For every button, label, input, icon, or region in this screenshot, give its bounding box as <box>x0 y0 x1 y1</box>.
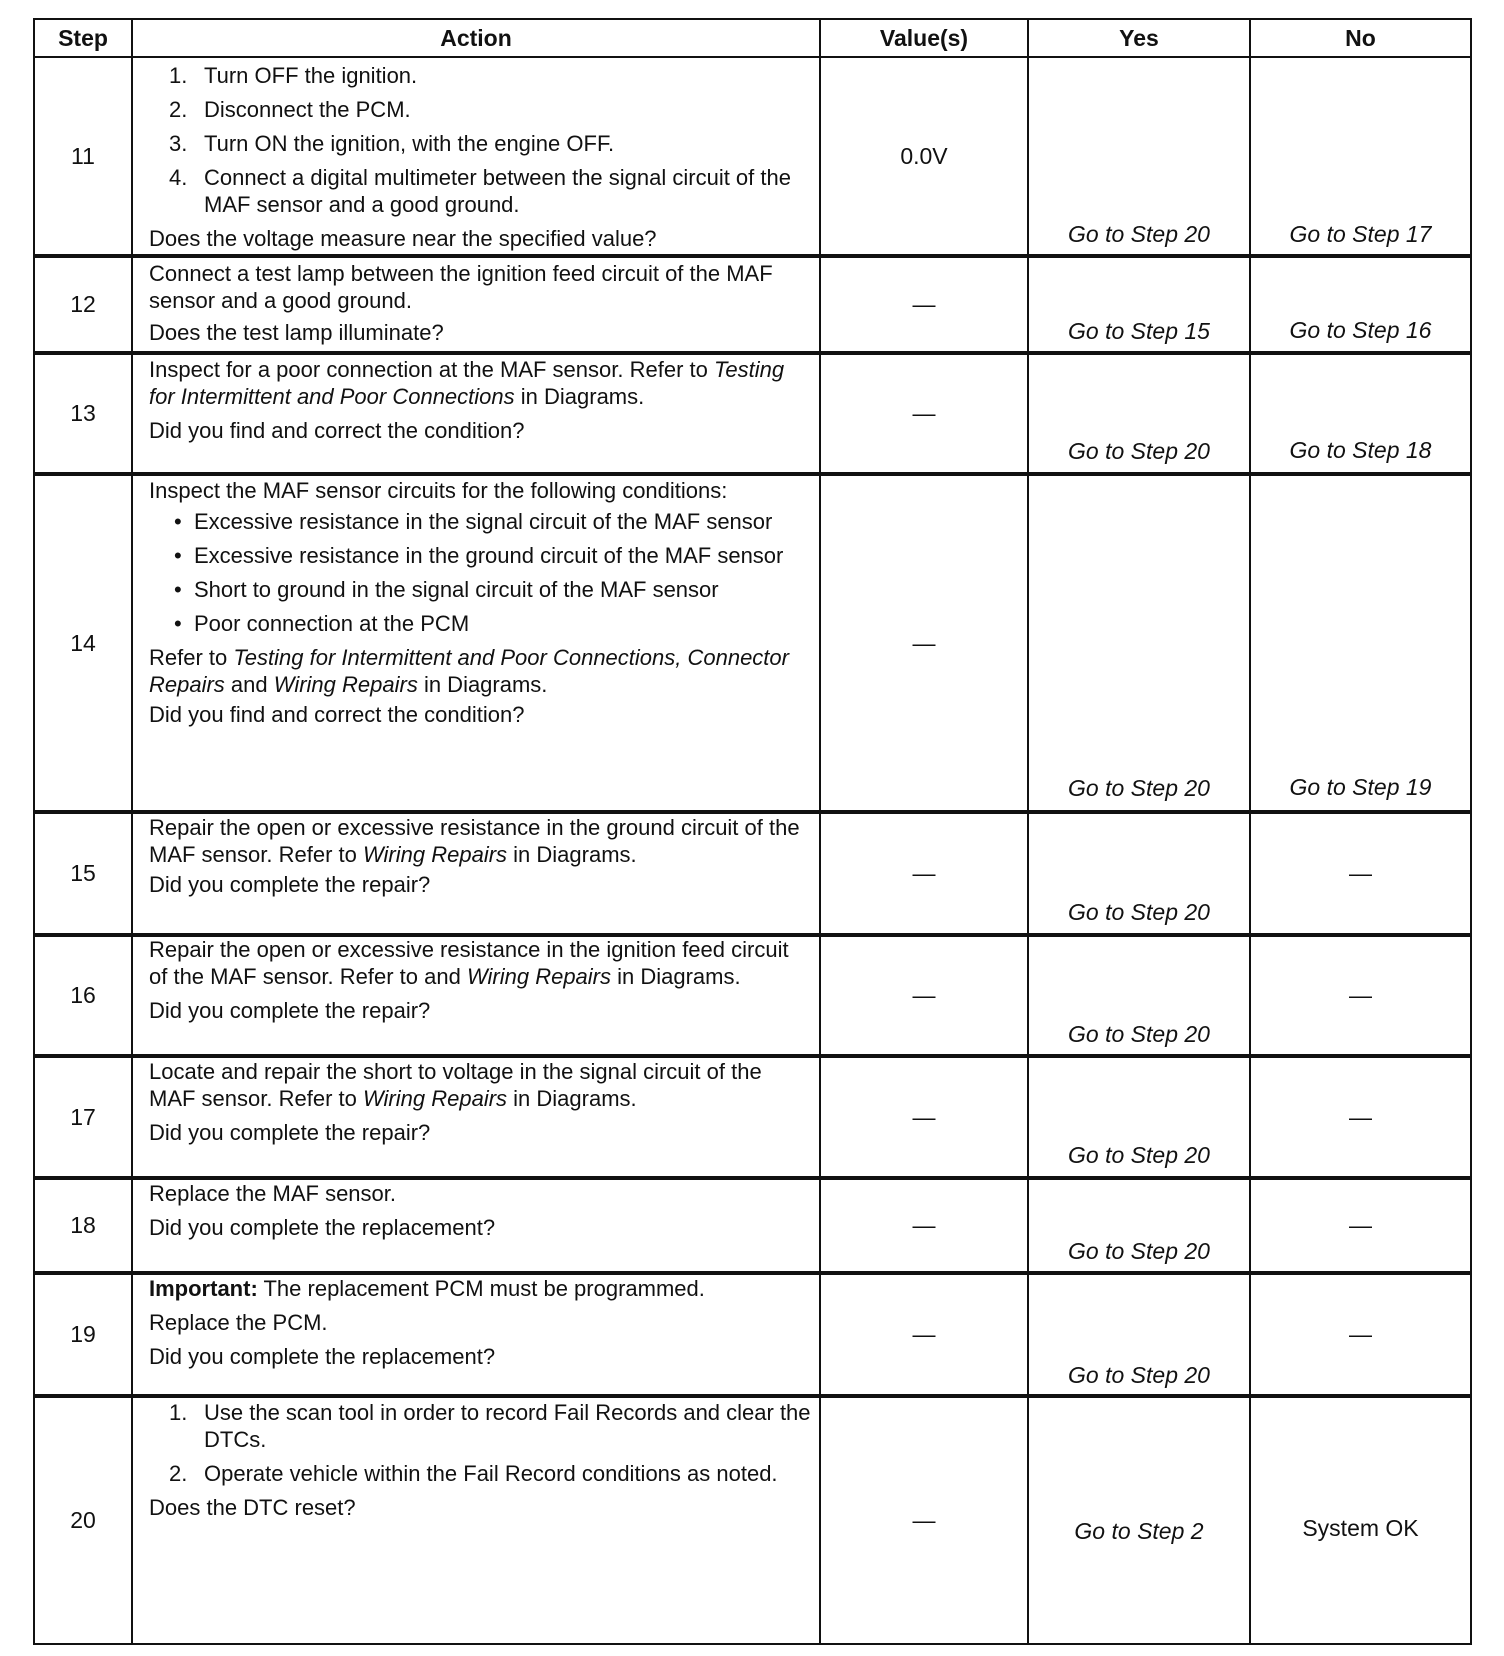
value-cell: 0.0V <box>900 142 948 169</box>
action-question: Did you find and correct the condition? <box>149 418 525 443</box>
action-question: Did you find and correct the condition? <box>149 702 525 727</box>
condition-list <box>149 508 813 637</box>
important-note: Important: The replacement PCM must be programmed. <box>149 1276 705 1301</box>
no-cell: — <box>1349 1103 1372 1130</box>
yes-cell: Go to Step 2 <box>1074 1518 1204 1544</box>
no-cell: Go to Step 16 <box>1289 317 1432 343</box>
list-item: • Poor connection at the PCM <box>149 610 813 637</box>
no-cell: — <box>1349 982 1372 1008</box>
action-text: Replace the MAF sensor. <box>149 1181 397 1206</box>
list-item: 2. Operate vehicle within the Fail Record conditions as noted. <box>169 1461 778 1486</box>
yes-cell: Go to Step 20 <box>1068 775 1210 801</box>
yes-cell: Go to Step 20 <box>1068 221 1210 247</box>
action-cell <box>149 260 813 346</box>
action-question: Did you complete the repair? <box>149 1120 431 1145</box>
action-question: Did you complete the replacement? <box>149 1215 496 1240</box>
header-action: Action <box>440 24 512 51</box>
list-item: 1. Turn OFF the ignition. <box>169 63 418 88</box>
header-values: Value(s) <box>879 24 969 51</box>
list-item: 3. Turn ON the ignition, with the engine OFF. <box>169 131 615 156</box>
header-no: No <box>1345 24 1376 51</box>
action-text: Refer to Testing for Intermittent and Poor Connections, Connector Repairs and Wiring Repairs in Diagrams. <box>149 645 789 697</box>
step-number: 13 <box>70 400 96 426</box>
list-item: • Excessive resistance in the ground circuit of the MAF sensor <box>149 542 813 569</box>
no-cell: Go to Step 17 <box>1289 221 1432 247</box>
yes-cell: Go to Step 20 <box>1068 1142 1210 1168</box>
no-cell: System OK <box>1302 1515 1419 1541</box>
action-text: Locate and repair the short to voltage in the signal circuit of the MAF sensor. Refer to Wiring Repairs in Diagrams. <box>149 1059 762 1111</box>
yes-cell: Go to Step 15 <box>1068 318 1210 344</box>
yes-cell: Go to Step 20 <box>1068 1238 1210 1264</box>
list-item: 1. Use the scan tool in order to record Fail Records and clear the DTCs. <box>169 1400 811 1452</box>
action-question: Did you complete the repair? <box>149 998 431 1023</box>
value-cell: — <box>912 860 936 886</box>
no-cell: Go to Step 18 <box>1289 437 1432 463</box>
no-cell: — <box>1349 1212 1372 1238</box>
yes-cell: Go to Step 20 <box>1068 438 1210 464</box>
action-cell <box>149 1275 813 1370</box>
action-cell <box>149 1058 813 1146</box>
action-question: Does the test lamp illuminate? <box>149 320 444 345</box>
action-cell <box>149 477 813 728</box>
step-number: 20 <box>70 1507 96 1533</box>
action-question: Did you complete the replacement? <box>149 1344 496 1369</box>
action-text: Repair the open or excessive resistance in the ground circuit of the MAF sensor. Refer to Wiring Repairs in Diagrams. <box>149 815 800 867</box>
value-cell: — <box>912 400 936 426</box>
action-cell <box>149 1399 813 1521</box>
header-yes: Yes <box>1119 24 1159 51</box>
list-item: • Excessive resistance in the signal circuit of the MAF sensor <box>149 508 813 535</box>
action-text: Inspect the MAF sensor circuits for the following conditions: <box>149 478 728 503</box>
value-cell: — <box>912 1103 936 1130</box>
step-number: 15 <box>70 860 96 886</box>
step-number: 12 <box>70 291 96 317</box>
action-cell <box>149 1180 813 1241</box>
step-number: 19 <box>70 1321 96 1347</box>
action-question: Does the voltage measure near the specified value? <box>149 226 657 251</box>
yes-cell: Go to Step 20 <box>1068 1021 1210 1047</box>
yes-cell: Go to Step 20 <box>1068 1362 1210 1388</box>
action-text: Repair the open or excessive resistance in the ignition feed circuit of the MAF sensor. Refer to and Wiring Repairs in Diagrams. <box>149 937 789 989</box>
step-number: 17 <box>70 1103 96 1130</box>
step-number: 11 <box>71 142 95 169</box>
value-cell: — <box>912 1507 936 1533</box>
action-text: Connect a test lamp between the ignition feed circuit of the MAF sensor and a good ground. <box>149 261 773 313</box>
list-item: 2. Disconnect the PCM. <box>169 97 411 122</box>
action-cell <box>149 936 813 1024</box>
step-number: 18 <box>70 1212 96 1238</box>
value-cell: — <box>912 1212 936 1238</box>
list-item: • Short to ground in the signal circuit of the MAF sensor <box>149 576 813 603</box>
value-cell: — <box>912 1321 936 1347</box>
numbered-steps <box>149 1399 813 1487</box>
action-cell <box>149 814 813 898</box>
value-cell: — <box>912 982 936 1008</box>
no-cell: Go to Step 19 <box>1289 774 1432 800</box>
step-number: 14 <box>70 629 96 656</box>
action-question: Does the DTC reset? <box>149 1495 356 1520</box>
action-question: Did you complete the repair? <box>149 872 431 897</box>
no-cell: — <box>1349 1321 1372 1347</box>
action-cell <box>149 356 813 444</box>
value-cell: — <box>912 291 936 317</box>
action-cell <box>149 62 813 252</box>
no-cell: — <box>1349 860 1372 886</box>
action-text: Replace the PCM. <box>149 1310 328 1335</box>
header-step: Step <box>58 24 108 51</box>
action-text: Inspect for a poor connection at the MAF sensor. Refer to Testing for Intermittent and Poor Connections in Diagrams. <box>149 357 785 409</box>
list-item: 4. Connect a digital multimeter between the signal circuit of the MAF sensor and a good ground. <box>169 165 791 217</box>
step-number: 16 <box>70 982 96 1008</box>
numbered-steps <box>149 62 813 218</box>
diagnostic-table <box>33 18 1472 1645</box>
value-cell: — <box>912 629 936 656</box>
yes-cell: Go to Step 20 <box>1068 899 1210 925</box>
